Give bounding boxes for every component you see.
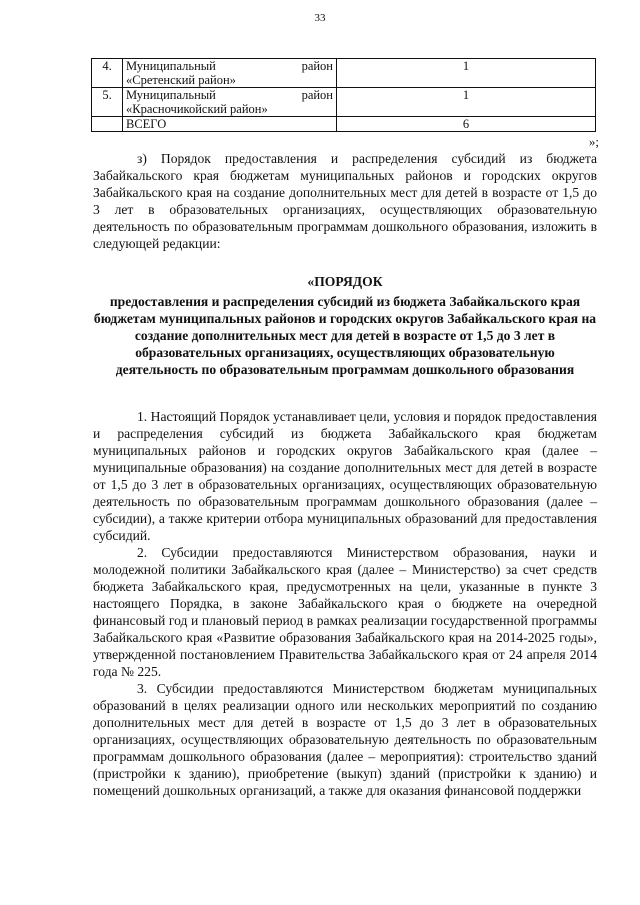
row-number — [92, 117, 123, 132]
row-name-right: район — [301, 59, 333, 73]
allocation-table — [91, 58, 596, 132]
title-body: предоставления и распределения субсидий из бюджета Забайкальского края бюджетам муниципальных районов и городских округов Забайкальского края на создание дополнительных мест для детей в возрасте от 1,5 до 3 лет в образовательных организациях, осуществляющих образовательную деятельность по образовательным программам дошкольного образования — [93, 294, 597, 377]
row-value: 6 — [337, 117, 596, 132]
table-row — [92, 88, 596, 117]
row-name — [123, 117, 337, 132]
row-name-line2: «Красночикойский район» — [126, 102, 268, 116]
table-row — [92, 59, 596, 88]
table-row-total — [92, 117, 596, 132]
row-value: 1 — [337, 59, 596, 88]
closing-mark: »; — [588, 134, 599, 149]
body-section — [93, 408, 597, 799]
page-number: 33 — [314, 12, 326, 24]
paragraph-2: 2. Субсидии предоставляются Министерством образования, науки и молодежной политики Забайкальского края (далее – Министерство) за счет средств бюджета Забайкальского края, предусмотренных на цели, указанные в пункте 3 настоящего Порядка, в законе Забайкальского края о бюджете на очередной финансовый год и плановый период в рамках реализации государственной программы Забайкальского края «Развитие образования Забайкальского края на 2014-2025 годы», утвержденной постановлением Правительства Забайкальского края от 24 апреля 2014 года № 225. — [93, 545, 597, 679]
paragraph-3: 3. Субсидии предоставляются Министерством бюджетам муниципальных образований в целях реализации одного или нескольких мероприятий по созданию дополнительных мест для детей в возрасте от 1,5 до 3 лет в образовательных организациях, осуществляющих образовательную деятельность по образовательным программам дошкольного образования (далее – мероприятия): строительство зданий (пристройки к зданию), приобретение (выкуп) зданий (пристройки к зданию) и помещений дошкольных организаций, а также для оказания финансовой поддержки — [93, 681, 597, 798]
row-name-left: ВСЕГО — [126, 117, 167, 131]
row-number: 4. — [92, 59, 123, 88]
row-name-left: Муниципальный — [126, 59, 216, 73]
row-name-line2: «Сретенский район» — [126, 73, 236, 87]
row-number: 5. — [92, 88, 123, 117]
row-value: 1 — [337, 88, 596, 117]
intro-paragraph: з) Порядок предоставления и распределения субсидий из бюджета Забайкальского края бюджетам муниципальных районов и городских округов Забайкальского края на создание дополнительных мест для детей в возрасте от 1,5 до 3 лет в образовательных организациях, осуществляющих образовательную деятельность по образовательным программам дошкольного образования, изложить в следующей редакции: — [93, 151, 597, 251]
row-name — [123, 59, 337, 88]
title-head: «ПОРЯДОК — [307, 274, 383, 289]
row-name — [123, 88, 337, 117]
row-name-right: район — [301, 88, 333, 102]
row-name-left: Муниципальный — [126, 88, 216, 102]
intro-section — [93, 150, 597, 252]
document-title — [93, 273, 597, 378]
paragraph-1: 1. Настоящий Порядок устанавливает цели, условия и порядок предоставления и распределения субсидий из бюджета Забайкальского края бюджетам муниципальных районов и городских округов Забайкальского края (далее – муниципальные образования) на создание дополнительных мест для детей в возрасте от 1,5 до 3 лет в образовательных организациях, осуществляющих образовательную деятельность по образовательным программам дошкольного образования (далее – субсидии), а также критерии отбора муниципальных образований для предоставления субсидий. — [93, 409, 597, 543]
